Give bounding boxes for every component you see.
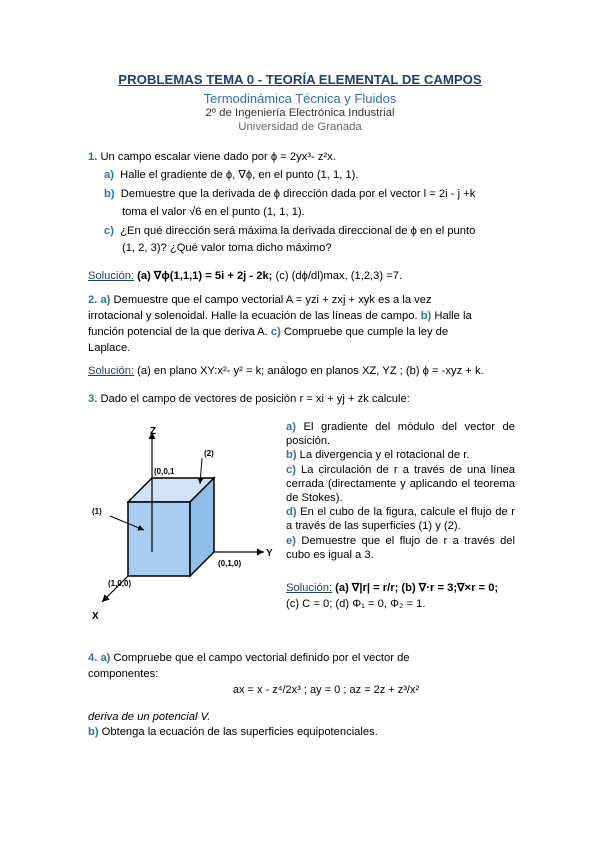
problem-2-text-1: Demuestre que el campo vectorial A = yzi + zxj + xyk es a la vez [113, 294, 432, 306]
x-axis-label: X [92, 611, 99, 620]
surface-2-label: (2) [204, 449, 214, 458]
problem-4-a-label: a) [100, 652, 111, 664]
problem-2-text-4: Laplace. [88, 342, 131, 354]
item-label: d) [286, 506, 297, 519]
surface-1-label: (1) [92, 507, 102, 516]
problem-2-solution [88, 364, 518, 378]
cube-front-face [128, 502, 190, 576]
problem-1-b-text-1: Demuestre que la derivada de ϕ dirección dada por el vector l = 2i - j +k [120, 188, 476, 200]
problem-1-intro [88, 150, 518, 164]
problem-3-solution-1: (a) ∇|r| = r/r; (b) ∇·r = 3;∇×r = 0; [335, 582, 499, 594]
problem-3-item-d [286, 505, 515, 533]
university-name: Universidad de Granada [238, 121, 362, 133]
problem-1-b-text-2: toma el valor √6 en el punto (1, 1, 1). [122, 206, 305, 218]
problem-2-line-3 [88, 325, 518, 339]
problem-1-b-label: b) [104, 188, 115, 200]
problem-1-b [104, 187, 534, 201]
problem-3-solution [286, 580, 518, 612]
problem-1-number: 1. [88, 151, 98, 163]
problem-1-a-text: Halle el gradiente de ϕ, ∇ϕ, en el punto (1, 1, 1). [120, 169, 359, 181]
problem-3-intro [88, 392, 518, 406]
solution-label: Solución: [286, 582, 333, 594]
problem-3-item-c [286, 463, 515, 506]
problem-1-c [104, 224, 534, 238]
item-label: b) [286, 449, 297, 462]
problem-1-solution-c: (c) (dϕ/dl)max, (1,2,3) =7. [275, 270, 403, 282]
item-label: a) [286, 421, 296, 433]
problem-4-b-label: b) [88, 726, 99, 738]
problem-2-b-label: b) [420, 310, 432, 322]
problem-4-text-1: Compruebe que el campo vectorial definido por el vector de [113, 652, 410, 664]
problem-1-c-text-1: ¿En qué dirección será máxima la derivada direccional de ϕ en el punto [120, 225, 476, 237]
y-axis-label: Y [266, 548, 273, 559]
item-text: Demuestre que el flujo de r a través del cubo es igual a 3. [286, 534, 515, 561]
point-100-label: (1,0,0) [108, 579, 132, 588]
cube-figure [88, 420, 284, 620]
item-text: En el cubo de la figura, calcule el flujo de r a través de las superficies (1) y (2). [286, 506, 516, 533]
problem-4-text-2: componentes: [88, 668, 159, 680]
item-text: La circulación de r a través de una línea cerrada (directamente y aplicando el teorema de Stokes). [286, 463, 515, 505]
problem-3-item-b [286, 448, 515, 462]
problem-2-text-3: función potencial de la que deriva A. [88, 326, 268, 338]
problem-1-a [104, 168, 534, 182]
problem-2-text-3c: Compruebe que cumple la ley de [283, 326, 449, 338]
problem-4-text-4: Obtenga la ecuación de las superficies equipotenciales. [101, 726, 378, 738]
problem-1-c-label: c) [104, 225, 114, 237]
page-title: PROBLEMAS TEMA 0 - TEORÍA ELEMENTAL DE CAMPOS [118, 72, 482, 87]
problem-2-line-1 [88, 293, 518, 307]
problem-1-a-label: a) [104, 169, 114, 181]
subject-name: Termodinámica Técnica y Fluidos [203, 91, 397, 106]
problem-4-line-4 [88, 725, 518, 739]
problem-4-text-3: deriva de un potencial V. [88, 711, 211, 723]
item-label: e) [286, 534, 296, 547]
degree-name: 2º de Ingeniería Electrónica Industrial [205, 107, 395, 119]
problem-2-number: 2. [88, 294, 98, 306]
solution-label: Solución: [88, 270, 135, 282]
problem-1-solution-a: (a) ∇ϕ(1,1,1) = 5i + 2j - 2k; [137, 270, 273, 282]
problem-2-text-2: irrotacional y solenoidal. Halle la ecuación de las líneas de campo. [88, 310, 418, 322]
problem-1-c-text-2: (1, 2, 3)? ¿Qué valor toma dicho máximo? [122, 242, 332, 254]
point-001-label: (0,0,1 [154, 467, 175, 476]
item-text: La divergencia y el rotacional de r. [299, 449, 470, 462]
item-text: El gradiente del módulo del vector de posición. [286, 421, 515, 448]
solution-label: Solución: [88, 365, 135, 377]
problem-3-items [286, 420, 515, 562]
point-010-label: (0,1,0) [218, 559, 242, 568]
z-axis-label: Z [150, 426, 157, 437]
problem-2-line-2 [88, 309, 518, 323]
problem-3-intro-text: Dado el campo de vectores de posición r = xi + yj + zk calcule: [100, 393, 410, 405]
problem-3-item-a [286, 420, 515, 448]
item-label: c) [286, 463, 296, 476]
problem-2-c-label: c) [270, 326, 281, 338]
problem-4-line-1 [88, 651, 518, 665]
problem-3-solution-2: (c) C = 0; (d) Φ₁ = 0, Φ₂ = 1. [286, 598, 426, 610]
problem-3-number: 3. [88, 393, 98, 405]
problem-2-a-label: a) [100, 294, 111, 306]
problem-4-number: 4. [88, 652, 98, 664]
problem-1-intro-text: Un campo escalar viene dado por ϕ = 2yx³- z²x. [100, 151, 336, 163]
problem-1-solution [88, 269, 518, 283]
problem-2-text-2b: Halle la [434, 310, 472, 322]
problem-2-solution-text: (a) en plano XY:x²- y² = k; análogo en planos XZ, YZ ; (b) ϕ = -xyz + k. [137, 365, 484, 377]
problem-3-item-e [286, 534, 515, 562]
problem-4-equation: ax = x - z⁴/2x³ ; ay = 0 ; az = 2z + z³/x² [232, 684, 420, 696]
